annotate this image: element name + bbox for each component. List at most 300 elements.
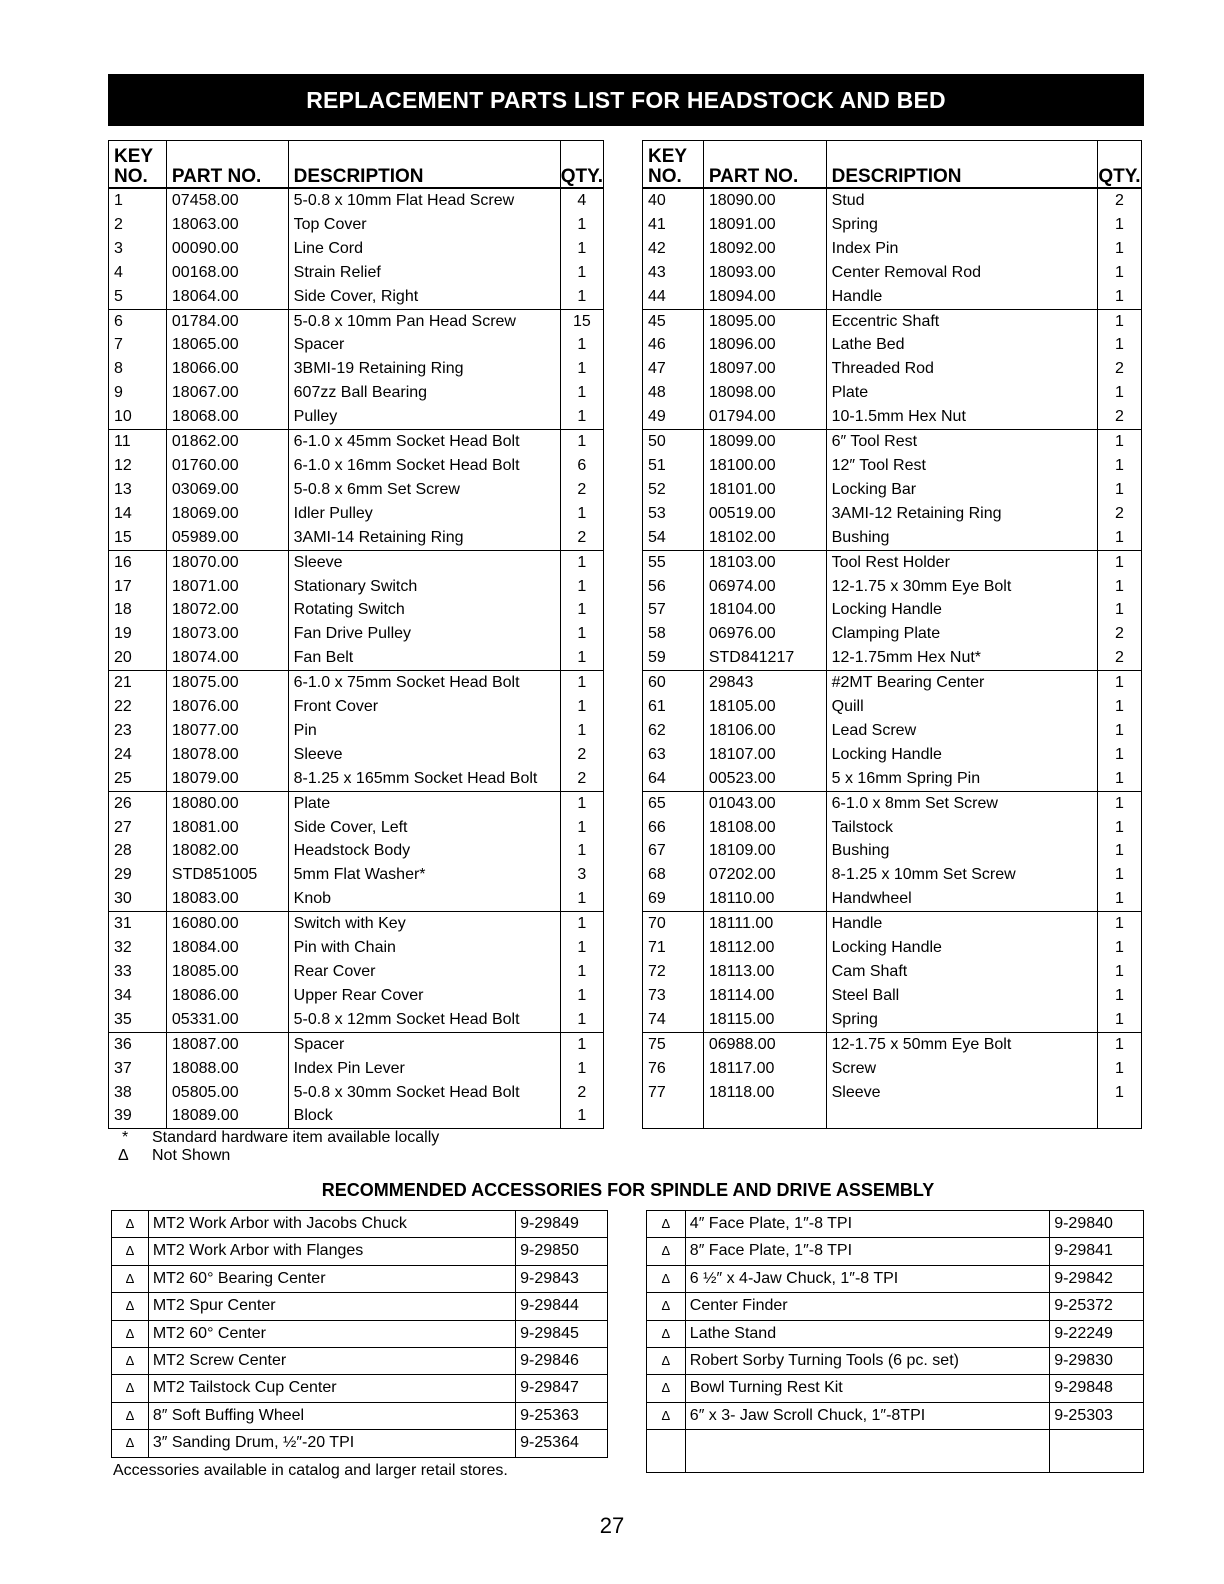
cell-qty: 1 [1115,698,1124,716]
cell-key-no: 47 [643,357,704,381]
accessory-name: 8″ Soft Buffing Wheel [148,1402,515,1429]
accessory-part-no: 9-29849 [516,1211,608,1238]
cell-description: 3AMI-12 Retaining Ring [826,502,1097,526]
cell-description: 5-0.8 x 30mm Socket Head Bolt [288,1081,560,1105]
cell-key-no: 38 [109,1081,167,1105]
cell-part-no: 18070.00 [166,550,288,574]
cell-description: 5 x 16mm Spring Pin [826,767,1097,791]
cell-description: Locking Bar [826,478,1097,502]
cell-part-no: 18089.00 [166,1104,288,1128]
cell-description: Lead Screw [826,719,1097,743]
table-row [109,309,604,333]
table-row [109,333,604,357]
cell-qty: 1 [577,1059,587,1077]
cell-description: Handle [826,285,1097,309]
accessory-part-no: 9-29846 [516,1348,608,1375]
cell-key-no: 61 [643,695,704,719]
cell-key-no: 32 [109,936,167,960]
cell-key-no: 9 [109,381,167,405]
cell-qty: 1 [1115,456,1124,474]
cell-key-no: 70 [643,912,704,936]
accessory-part-no: 9-25363 [516,1402,608,1429]
not-shown-symbol: Δ [112,1430,149,1457]
cell-description: Screw [826,1057,1097,1081]
cell-description: Steel Ball [826,984,1097,1008]
cell-part-no: 18064.00 [166,285,288,309]
cell-qty: 1 [577,215,587,233]
cell-part-no: 18095.00 [703,309,826,333]
cell-key-no: 51 [643,454,704,478]
cell-description: 12-1.75mm Hex Nut* [826,646,1097,670]
cell-description: 5-0.8 x 6mm Set Screw [288,478,560,502]
cell-key-no: 26 [109,791,167,815]
cell-part-no: 06976.00 [703,622,826,646]
cell-description: Top Cover [288,213,560,237]
cell-key-no: 8 [109,357,167,381]
cell-key-no: 56 [643,575,704,599]
cell-part-no: 18113.00 [703,960,826,984]
cell-description: Center Removal Rod [826,261,1097,285]
cell-key-no: 31 [109,912,167,936]
cell-description: Index Pin [826,237,1097,261]
cell-qty: 1 [577,239,587,257]
cell-qty: 2 [1097,646,1141,670]
cell-qty: 1 [577,794,587,812]
cell-key-no: 25 [109,767,167,791]
cell-key-no: 37 [109,1057,167,1081]
accessory-part-no: 9-25372 [1050,1293,1144,1320]
cell-key-no: 65 [643,791,704,815]
cell-key-no: 62 [643,719,704,743]
not-shown-symbol: Δ [647,1293,686,1320]
cell-part-no: 18106.00 [703,719,826,743]
cell-qty: 2 [1115,625,1124,643]
empty-cell [1050,1430,1144,1473]
table-row [109,863,604,887]
cell-qty: 2 [1097,405,1141,429]
footnote-not-shown: Δ Not Shown [118,1147,231,1164]
cell-qty: 1 [1115,963,1124,980]
accessory-part-no: 9-29844 [516,1293,608,1320]
cell-key-no: 53 [643,502,704,526]
accessory-row [112,1238,608,1265]
accessory-part-no: 9-22249 [1050,1320,1144,1347]
accessory-row [112,1211,608,1238]
cell-qty: 1 [560,285,603,309]
cell-key-no: 14 [109,502,167,526]
cell-description: Idler Pulley [288,502,560,526]
not-shown-symbol: Δ [112,1265,149,1292]
cell-description: Sleeve [826,1081,1097,1105]
cell-qty: 1 [577,601,587,619]
accessory-name: 6″ x 3- Jaw Scroll Chuck, 1″-8TPI [685,1402,1049,1429]
cell-part-no: 18076.00 [166,695,288,719]
table-row [643,622,1142,646]
cell-part-no: 18088.00 [166,1057,288,1081]
cell-part-no: 18071.00 [166,575,288,599]
cell-key-no: 52 [643,478,704,502]
accessory-name: Center Finder [685,1293,1049,1320]
table-row [109,622,604,646]
cell-key-no: 24 [109,743,167,767]
parts-table-right [642,140,1142,1129]
cell-qty: 1 [1115,842,1124,860]
table-row [643,213,1142,237]
table-row [643,839,1142,863]
table-row [109,671,604,695]
accessory-row [647,1211,1144,1238]
table-row [109,1008,604,1032]
cell-qty: 1 [1115,312,1124,330]
not-shown-symbol: Δ [647,1265,686,1292]
table-row [643,695,1142,719]
accessory-part-no: 9-29845 [516,1320,608,1347]
cell-part-no: 18090.00 [703,188,826,213]
cell-description: Headstock Body [288,839,560,863]
cell-part-no: 18104.00 [703,598,826,622]
cell-qty: 1 [1115,1083,1124,1101]
table-row [109,381,604,405]
cell-qty: 1 [1115,263,1124,281]
cell-description: Spacer [288,1032,560,1056]
cell-part-no: 18075.00 [166,671,288,695]
accessory-row [112,1430,608,1457]
cell-part-no: 18110.00 [703,887,826,911]
cell-qty: 1 [1115,480,1124,498]
cell-description: Sleeve [288,550,560,574]
cell-part-no: 18112.00 [703,936,826,960]
table-row [643,285,1142,309]
accessory-row [647,1402,1144,1429]
cell-qty: 1 [1097,887,1141,911]
cell-part-no: 18108.00 [703,816,826,840]
table-row [643,984,1142,1008]
cell-description: Stationary Switch [288,575,560,599]
table-row [643,816,1142,840]
cell-qty: 1 [1115,986,1124,1004]
accessories-table-right [646,1210,1144,1473]
cell-description: Locking Handle [826,743,1097,767]
cell-key-no: 75 [643,1032,704,1056]
cell-description: 5-0.8 x 12mm Socket Head Bolt [288,1008,560,1032]
table-row [109,526,604,550]
not-shown-symbol: Δ [112,1211,149,1238]
cell-qty [1097,1104,1141,1128]
cell-qty: 1 [577,553,587,571]
cell-description: Eccentric Shaft [826,309,1097,333]
table-row [643,646,1142,670]
cell-qty: 2 [560,767,603,791]
accessory-part-no: 9-29840 [1050,1211,1144,1238]
cell-description: Clamping Plate [826,622,1097,646]
cell-part-no: 18063.00 [166,213,288,237]
accessory-part-no: 9-25364 [520,1434,579,1452]
cell-description: Cam Shaft [826,960,1097,984]
accessory-part-no: 9-29841 [1050,1238,1144,1265]
cell-key-no: 76 [643,1057,704,1081]
not-shown-symbol: Δ [647,1320,686,1347]
accessory-name: MT2 Work Arbor with Flanges [148,1238,515,1265]
cell-qty: 1 [1115,433,1124,451]
accessory-name: MT2 Spur Center [148,1293,515,1320]
cell-key-no: 66 [643,816,704,840]
cell-key-no: 19 [109,622,167,646]
cell-key-no: 11 [109,430,167,454]
table-row [109,237,604,261]
cell-part-no: 18080.00 [166,791,288,815]
cell-qty: 1 [1115,939,1124,957]
cell-qty: 1 [1115,794,1124,812]
cell-key-no: 15 [109,526,167,550]
cell-key-no: 27 [109,816,167,840]
cell-qty: 2 [577,745,587,763]
table-row [643,502,1142,526]
cell-key-no: 35 [109,1008,167,1032]
cell-description: Front Cover [288,695,560,719]
cell-qty: 1 [577,336,587,354]
cell-part-no: 16080.00 [166,912,288,936]
cell-key-no: 44 [643,285,704,309]
accessory-row [647,1265,1144,1292]
table-row [109,1032,604,1056]
accessory-part-no: 9-29850 [516,1238,608,1265]
cell-qty: 1 [577,1107,587,1125]
cell-description: Strain Relief [288,261,560,285]
table-row [109,261,604,285]
cell-description: Switch with Key [288,912,560,936]
table-row [109,1081,604,1105]
cell-part-no: 18100.00 [703,454,826,478]
cell-qty: 1 [560,1008,603,1032]
table-row [109,188,604,213]
cell-description: #2MT Bearing Center [826,671,1097,695]
table-row [643,598,1142,622]
cell-qty: 1 [577,360,587,378]
table-row [643,381,1142,405]
accessory-name: MT2 60° Bearing Center [148,1265,515,1292]
accessory-name: 6 ½″ x 4-Jaw Chuck, 1″-8 TPI [685,1265,1049,1292]
not-shown-symbol: Δ [112,1375,149,1402]
cell-key-no: 60 [643,671,704,695]
cell-key-no: 72 [643,960,704,984]
cell-description: 5mm Flat Washer* [288,863,560,887]
table-row [109,912,604,936]
cell-qty: 1 [577,721,587,739]
cell-description: Rotating Switch [288,598,560,622]
cell-description: 6-1.0 x 45mm Socket Head Bolt [288,430,560,454]
cell-description: Lathe Bed [826,333,1097,357]
cell-qty: 1 [577,625,587,643]
table-row [109,430,604,454]
cell-key-no: 18 [109,598,167,622]
table-row [643,454,1142,478]
table-row [109,357,604,381]
accessory-name: 3″ Sanding Drum, ½″-20 TPI [148,1430,515,1457]
cell-qty: 1 [577,939,587,957]
accessories-table-left [111,1210,608,1458]
table-row [643,960,1142,984]
cell-part-no: 18082.00 [166,839,288,863]
table-row [109,791,604,815]
cell-qty: 1 [577,577,587,595]
cell-key-no: 13 [109,478,167,502]
cell-description: 6-1.0 x 75mm Socket Head Bolt [288,671,560,695]
cell-description: Handle [826,912,1097,936]
accessory-row [647,1375,1144,1402]
cell-part-no: 05331.00 [166,1008,288,1032]
accessory-row-empty [647,1430,1144,1473]
table-row [643,550,1142,574]
cell-description: 6-1.0 x 16mm Socket Head Bolt [288,454,560,478]
cell-qty: 1 [577,842,587,860]
cell-key-no: 40 [643,188,704,213]
table-row [643,357,1142,381]
cell-part-no: 18084.00 [166,936,288,960]
cell-key-no: 58 [643,622,704,646]
cell-qty: 1 [560,405,603,429]
cell-part-no: 01862.00 [166,430,288,454]
cell-part-no: 07458.00 [166,188,288,213]
cell-part-no: 18069.00 [166,502,288,526]
table-row [643,237,1142,261]
not-shown-symbol: Δ [112,1320,149,1347]
cell-part-no: 18094.00 [703,285,826,309]
cell-part-no: 00168.00 [166,261,288,285]
accessory-name: 8″ Face Plate, 1″-8 TPI [685,1238,1049,1265]
table-row [643,863,1142,887]
table-row [109,1104,604,1128]
accessory-row [112,1265,608,1292]
cell-qty: 1 [560,887,603,911]
cell-qty: 1 [577,818,587,836]
accessory-row [112,1402,608,1429]
accessory-part-no: 9-29830 [1050,1348,1144,1375]
accessory-name: MT2 Screw Center [148,1348,515,1375]
cell-qty: 1 [1115,601,1124,619]
cell-description: Plate [826,381,1097,405]
cell-qty: 1 [577,674,587,692]
cell-qty: 1 [560,646,603,670]
cell-part-no: 18114.00 [703,984,826,1008]
cell-description: 6″ Tool Rest [826,430,1097,454]
table-row [643,333,1142,357]
accessory-part-no: 9-29848 [1050,1375,1144,1402]
parts-table-left [108,140,604,1129]
cell-part-no: 18102.00 [703,526,826,550]
cell-key-no: 67 [643,839,704,863]
cell-qty: 1 [1115,866,1124,884]
cell-key-no: 55 [643,550,704,574]
not-shown-symbol: Δ [647,1375,686,1402]
accessory-name: MT2 Work Arbor with Jacobs Chuck [148,1211,515,1238]
cell-key-no: 71 [643,936,704,960]
cell-part-no [703,1104,826,1128]
table-row [643,430,1142,454]
cell-qty: 1 [1115,215,1124,233]
header-description: DESCRIPTION [826,141,1097,189]
cell-description: Spring [826,213,1097,237]
cell-qty: 1 [1115,674,1124,692]
table-row [109,454,604,478]
cell-description: Spring [826,1008,1097,1032]
table-row [643,1032,1142,1056]
cell-key-no: 73 [643,984,704,1008]
cell-part-no: 18066.00 [166,357,288,381]
table-row [109,839,604,863]
cell-description: Block [288,1104,560,1128]
cell-part-no: 18085.00 [166,960,288,984]
header-key-no: KEY NO. [109,141,167,189]
table-row [109,936,604,960]
cell-qty: 1 [1115,818,1124,836]
cell-key-no: 12 [109,454,167,478]
accessories-note: Accessories available in catalog and larger retail stores. [113,1462,508,1479]
cell-key-no: 34 [109,984,167,1008]
cell-part-no: 06974.00 [703,575,826,599]
table-row [643,743,1142,767]
cell-description: Plate [288,791,560,815]
accessory-row [112,1293,608,1320]
cell-description: Fan Drive Pulley [288,622,560,646]
not-shown-symbol: Δ [647,1238,686,1265]
cell-key-no: 17 [109,575,167,599]
table-row [109,213,604,237]
table-row [109,767,604,791]
cell-part-no: 18099.00 [703,430,826,454]
cell-key-no: 41 [643,213,704,237]
cell-qty: 1 [577,1035,587,1053]
cell-part-no: 18105.00 [703,695,826,719]
cell-key-no: 5 [109,285,167,309]
cell-key-no: 3 [109,237,167,261]
cell-key-no: 68 [643,863,704,887]
cell-part-no: 18083.00 [166,887,288,911]
cell-key-no: 23 [109,719,167,743]
cell-description: 607zz Ball Bearing [288,381,560,405]
table-row [109,405,604,429]
cell-part-no: 01760.00 [166,454,288,478]
table-row [109,719,604,743]
empty-cell [647,1430,686,1473]
cell-description: Quill [826,695,1097,719]
cell-part-no: 18103.00 [703,550,826,574]
cell-key-no: 48 [643,381,704,405]
cell-part-no: 29843 [703,671,826,695]
cell-qty: 1 [577,986,587,1004]
not-shown-symbol: Δ [112,1402,149,1429]
table-row [109,598,604,622]
cell-qty: 1 [1097,767,1141,791]
cell-key-no: 7 [109,333,167,357]
not-shown-symbol: Δ [112,1348,149,1375]
not-shown-symbol: Δ [112,1293,149,1320]
cell-part-no: 18074.00 [166,646,288,670]
cell-qty: 15 [572,312,591,330]
cell-description: 6-1.0 x 8mm Set Screw [826,791,1097,815]
cell-part-no: 00523.00 [703,767,826,791]
cell-description: Index Pin Lever [288,1057,560,1081]
cell-qty: 1 [577,433,587,451]
cell-qty: 1 [1115,384,1124,402]
cell-description: Spacer [288,333,560,357]
cell-qty: 2 [577,480,587,498]
cell-description: Handwheel [826,887,1097,911]
cell-qty: 4 [577,192,587,209]
cell-description: 8-1.25 x 165mm Socket Head Bolt [288,767,560,791]
cell-part-no: 01784.00 [166,309,288,333]
cell-key-no: 2 [109,213,167,237]
cell-qty: 1 [1115,745,1124,763]
